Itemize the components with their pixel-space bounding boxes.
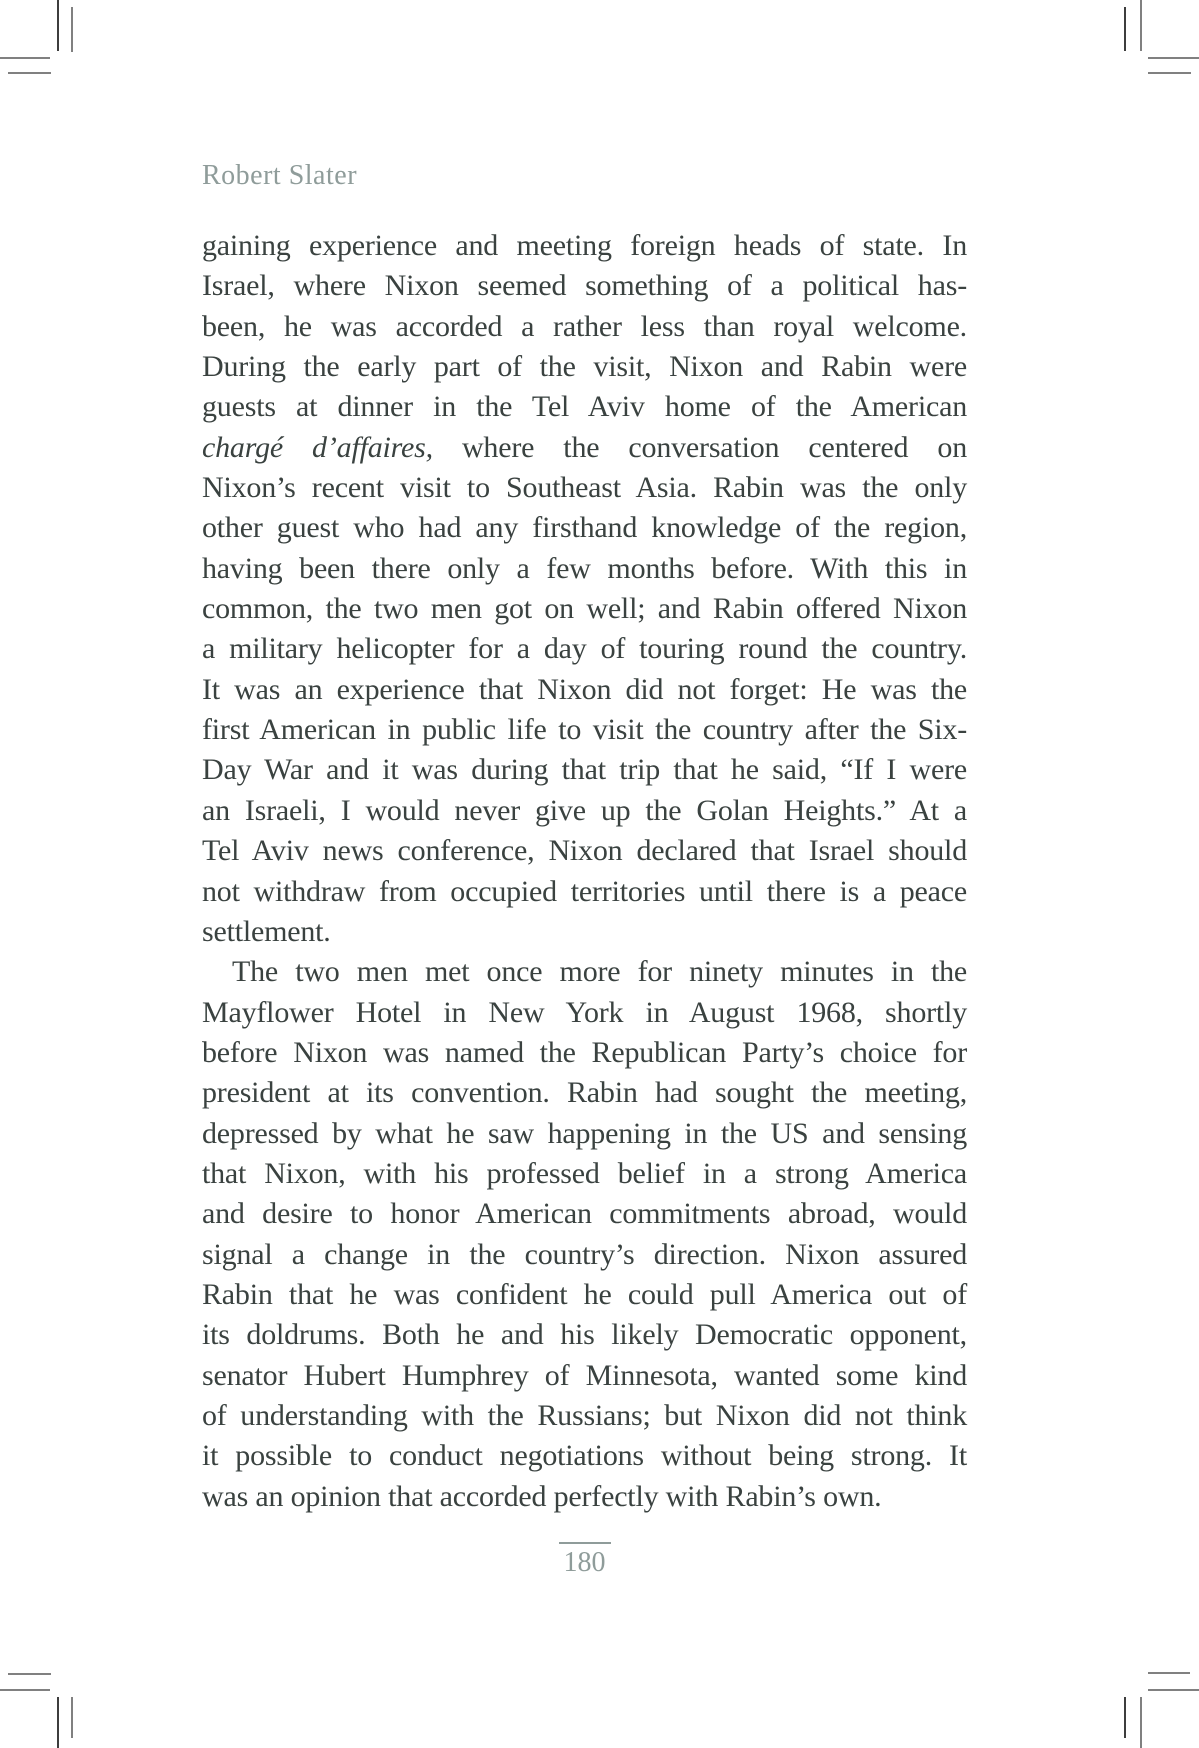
crop-mark [1148,1672,1190,1674]
body-text-line: Mayflower Hotel in New York in August 1968, shortly [202,995,967,1029]
folio-container [202,1542,967,1579]
paragraph [202,952,967,1517]
crop-mark [1124,1697,1126,1738]
body-text-line: not withdraw from occupied territories until there is a peace [202,874,967,908]
body-text-line: signal a change in the country’s direction. Nixon assured [202,1237,967,1271]
body-text-line: an Israeli, I would never give up the Golan Heights.” At a [202,793,967,827]
body-text-line: Rabin that he was confident he could pull America out of [202,1277,967,1311]
crop-mark [8,1673,51,1675]
body-text-line: its doldrums. Both he and his likely Democratic opponent, [202,1318,967,1352]
body-text-line: president at its convention. Rabin had sought the meeting, [202,1076,967,1110]
body-text-line: common, the two men got on well; and Rabin offered Nixon [202,592,967,626]
page-number: 180 [559,1542,611,1579]
body-text-line: During the early part of the visit, Nixon and Rabin were [202,350,967,384]
crop-mark [0,57,50,59]
body-text-line: other guest who had any firsthand knowledge of the region, [202,511,967,545]
crop-mark [1124,7,1126,51]
body-text-line: Israel, where Nixon seemed something of a political has- [202,269,967,303]
text-block [202,226,967,1517]
crop-mark [1148,57,1199,59]
crop-mark [1148,72,1191,74]
body-text-line: guests at dinner in the Tel Aviv home of the American [202,390,967,424]
running-header: Robert Slater [202,160,358,191]
crop-mark [1140,0,1142,51]
crop-mark [1148,1689,1199,1691]
body-text-line: and desire to honor American commitments abroad, would [202,1197,967,1231]
body-text-line: depressed by what he saw happening in the US and sensing [202,1116,967,1150]
body-text-line: of understanding with the Russians; but Nixon did not think [202,1398,967,1432]
body-text-line: settlement. [202,914,331,948]
body-text-line: chargé d’affaires, where the conversation centered on [202,430,968,464]
body-text-line: been, he was accorded a rather less than royal welcome. [202,309,967,343]
crop-mark [57,1697,59,1748]
body-text-line: Day War and it was during that trip that he said, “If I were [202,753,967,787]
paragraph [202,226,967,952]
crop-mark [1140,1697,1142,1748]
body-text-line: first American in public life to visit the country after the Six- [202,713,967,747]
crop-mark [71,1697,73,1738]
body-text-line: Nixon’s recent visit to Southeast Asia. Rabin was the only [202,471,967,505]
crop-mark [0,1689,50,1691]
body-text-line: it possible to conduct negotiations without being strong. It [202,1439,967,1473]
body-text-line: a military helicopter for a day of touring round the country. [202,632,967,666]
crop-mark [71,7,73,52]
body-text-line: that Nixon, with his professed belief in a strong America [202,1156,967,1190]
crop-mark [8,72,51,74]
body-text-line: The two men met once more for ninety minutes in the [232,955,967,989]
body-text-line: before Nixon was named the Republican Party’s choice for [202,1035,967,1069]
crop-mark [57,0,59,51]
body-text-line: Tel Aviv news conference, Nixon declared that Israel should [202,834,967,868]
body-text-line: senator Hubert Humphrey of Minnesota, wanted some kind [202,1358,967,1392]
body-text-line: It was an experience that Nixon did not forget: He was the [202,672,967,706]
body-text-line: was an opinion that accorded perfectly with Rabin’s own. [202,1479,882,1513]
body-text-line: gaining experience and meeting foreign heads of state. In [202,229,967,262]
body-text-line: having been there only a few months before. With this in [202,551,967,585]
